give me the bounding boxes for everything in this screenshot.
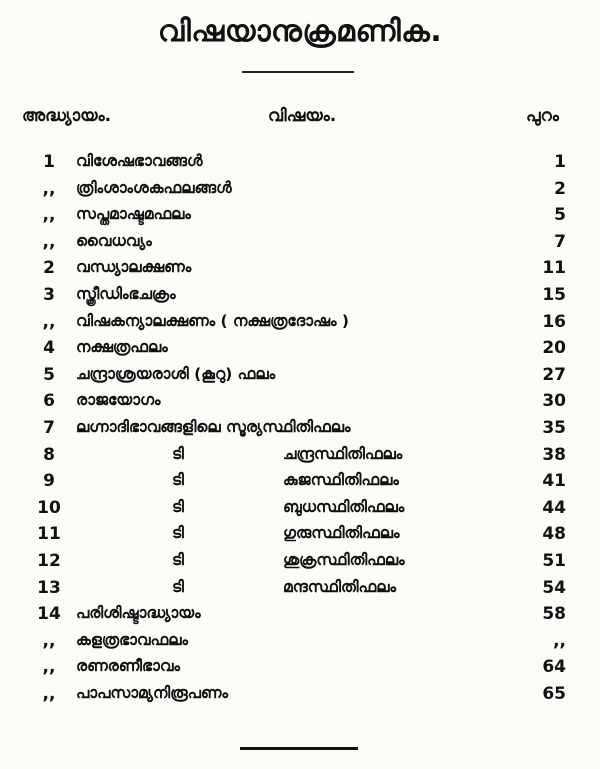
ditto-mark: ടി <box>172 471 184 490</box>
column-header-subject: വിഷയം. <box>268 106 337 126</box>
chapter-number: ,, <box>42 311 56 332</box>
chapter-number: 7 <box>43 417 55 438</box>
chapter-number: 8 <box>43 444 55 465</box>
list-item <box>0 469 600 496</box>
entry-title: വിശേഷഭാവങ്ങൾ <box>76 152 203 170</box>
list-item <box>0 682 600 709</box>
list-item <box>0 522 600 549</box>
chapter-number: ,, <box>42 205 56 226</box>
page-number: 58 <box>542 604 566 625</box>
chapter-number: 6 <box>43 391 55 412</box>
list-item <box>0 203 600 230</box>
list-item <box>0 389 600 416</box>
page-number: 30 <box>542 391 566 412</box>
page-number: 41 <box>542 471 566 492</box>
chapter-number: 11 <box>37 524 61 545</box>
entry-title: ത്രിംശാംശകഫലങ്ങൾ <box>76 178 232 197</box>
entry-title: രാജയോഗം <box>76 391 161 410</box>
column-header-chapter: അദ്ധ്യായം. <box>22 106 112 126</box>
list-item <box>0 443 600 470</box>
list-item <box>0 310 600 337</box>
entry-title: സപ്തമാഷ്ടമഫലം <box>76 205 191 224</box>
list-item <box>0 602 600 629</box>
list-item <box>0 496 600 523</box>
entry-title: നക്ഷത്രഫലം <box>76 338 168 357</box>
end-divider <box>240 747 358 750</box>
chapter-number: 1 <box>43 152 55 172</box>
chapter-number: 12 <box>37 550 61 571</box>
entry-title: കളത്രഭാവഫലം <box>76 630 188 649</box>
page-number: 35 <box>542 417 566 438</box>
list-item <box>0 655 600 682</box>
chapter-number: ,, <box>42 630 56 651</box>
page-number: 20 <box>542 338 566 359</box>
list-item <box>0 549 600 576</box>
list-item <box>0 177 600 204</box>
entry-title: ശുക്രസ്ഥിതിഫലം <box>283 550 405 569</box>
column-header-page: പുറം <box>526 106 559 126</box>
ditto-mark: ടി <box>172 497 184 516</box>
page-title: വിഷയാനുക്രമണിക. <box>157 14 443 49</box>
chapter-number: ,, <box>42 657 56 678</box>
page-number: 51 <box>542 550 566 571</box>
page-number: 44 <box>542 497 566 518</box>
entry-title: വന്ധ്യാലക്ഷണം <box>76 258 192 277</box>
ditto-mark: ടി <box>172 444 184 463</box>
page-number: 54 <box>542 577 566 598</box>
chapter-number: 9 <box>43 471 55 492</box>
chapter-number: 3 <box>43 284 55 305</box>
chapter-number: 2 <box>43 258 55 279</box>
list-item <box>0 150 600 177</box>
page-number: 38 <box>542 444 566 465</box>
contents-list <box>0 150 600 708</box>
page-number: 7 <box>554 231 566 252</box>
page-number: 11 <box>542 258 566 279</box>
ditto-mark: ടി <box>172 550 184 569</box>
entry-title: പാപസാമ്യനിരൂപണം <box>76 683 228 702</box>
list-item <box>0 416 600 443</box>
list-item <box>0 576 600 603</box>
page-number: 1 <box>554 152 566 172</box>
entry-title: മന്ദസ്ഥിതിഫലം <box>283 577 396 596</box>
entry-title: പരിശിഷ്ടാദ്ധ്യായം <box>76 604 201 623</box>
list-item <box>0 256 600 283</box>
page-number: 2 <box>554 178 566 199</box>
chapter-number: 14 <box>37 604 61 625</box>
chapter-number: 5 <box>43 364 55 385</box>
entry-title: ബുധസ്ഥിതിഫലം <box>283 497 405 516</box>
entry-title: വിഷകന്യാലക്ഷണം ( നക്ഷത്രദോഷം ) <box>76 311 349 330</box>
page-number: 15 <box>542 284 566 305</box>
list-item <box>0 363 600 390</box>
entry-title: സ്ത്രീഡിംഭചക്രം <box>76 284 176 303</box>
chapter-number: ,, <box>42 683 56 704</box>
page-number: 48 <box>542 524 566 545</box>
chapter-number: 4 <box>43 338 55 359</box>
chapter-number: 13 <box>37 577 61 598</box>
entry-title: കുജസ്ഥിതിഫലം <box>283 471 399 490</box>
page-number: 27 <box>542 364 566 385</box>
entry-title: ഗുരുസ്ഥിതിഫലം <box>283 524 400 543</box>
entry-title: ചന്ദ്രാശ്രയരാശി (കൂറു) ഫലം <box>76 364 276 383</box>
entry-title: ചന്ദ്രസ്ഥിതിഫലം <box>283 444 403 463</box>
page-number: 65 <box>542 683 566 704</box>
chapter-number: ,, <box>42 178 56 199</box>
list-item <box>0 230 600 257</box>
list-item <box>0 283 600 310</box>
chapter-number: 10 <box>37 497 61 518</box>
chapter-number: ,, <box>42 231 56 252</box>
list-item <box>0 336 600 363</box>
page-number: 16 <box>542 311 566 332</box>
ditto-mark: ടി <box>172 577 184 596</box>
list-item <box>0 629 600 656</box>
title-divider <box>242 71 354 73</box>
page-number: ,, <box>553 630 566 651</box>
entry-title: രണരണീഭാവം <box>76 657 180 676</box>
entry-title: ലഗ്നാദിഭാവങ്ങളിലെ സൂര്യസ്ഥിതിഫലം <box>76 417 351 436</box>
ditto-mark: ടി <box>172 524 184 543</box>
page-number: 5 <box>554 205 566 226</box>
entry-title: വൈധവ്യം <box>76 231 152 250</box>
page-number: 64 <box>542 657 566 678</box>
